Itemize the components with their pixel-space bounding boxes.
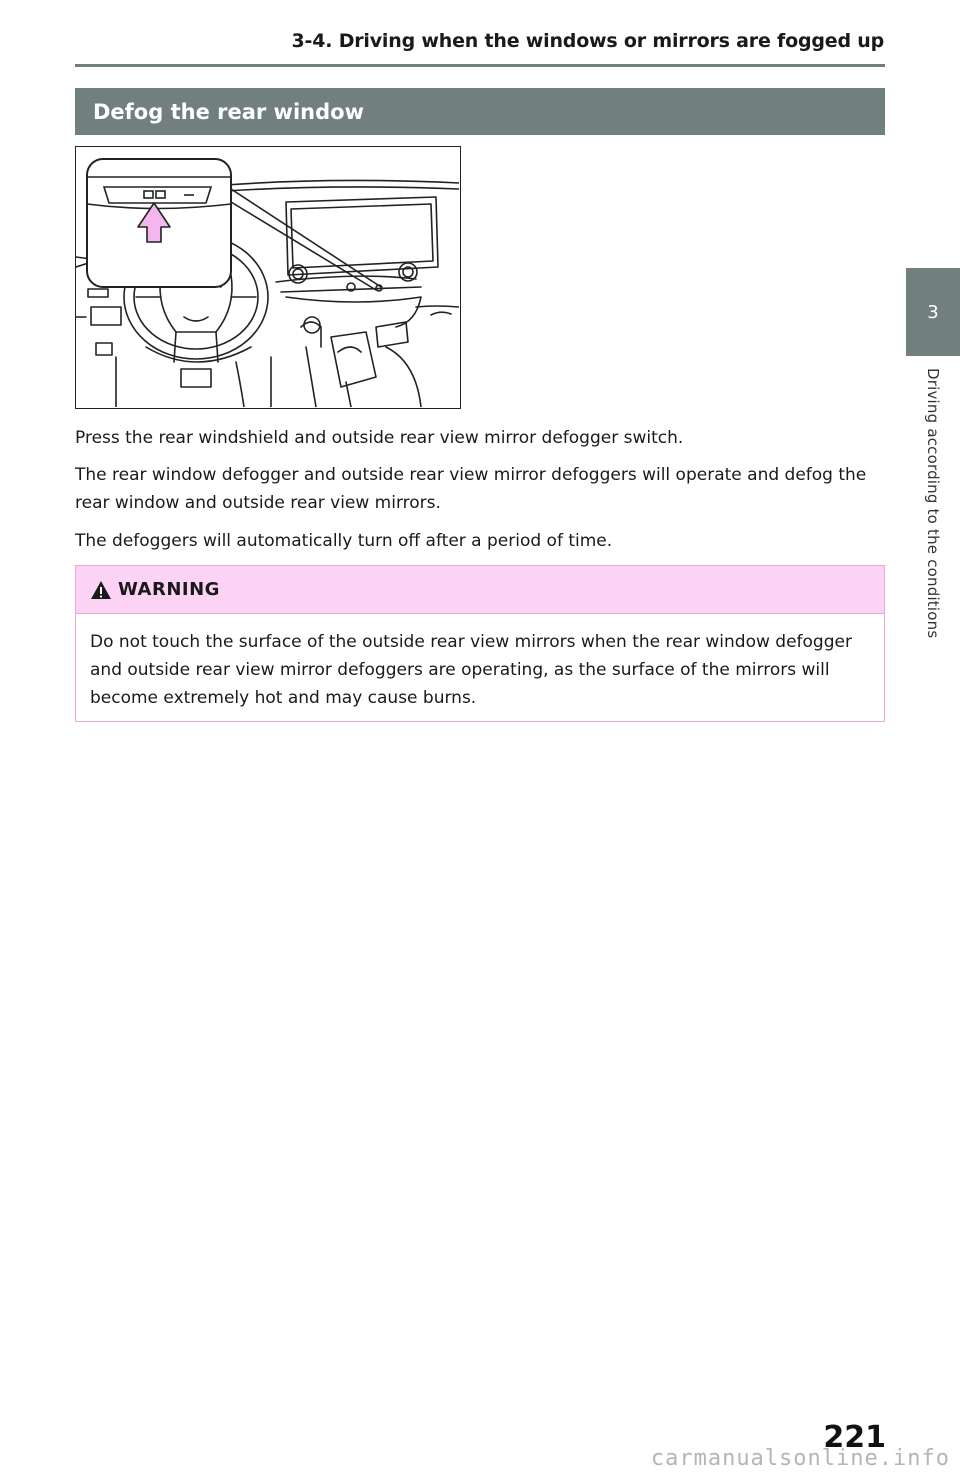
dashboard-drawing [76,147,459,407]
watermark: carmanualsonline.info [650,1446,950,1471]
body-paragraph-1: Press the rear windshield and outside rear view mirror defogger switch. [75,428,684,448]
body-paragraph-3: The defoggers will automatically turn off after a period of time. [75,531,613,551]
warning-box [75,565,885,722]
running-header: 3-4. Driving when the windows or mirrors are fogged up [291,30,884,52]
chapter-number: 3 [927,301,939,323]
section-title: Defog the rear window [93,99,364,124]
warning-label: WARNING [118,579,220,600]
warning-text: Do not touch the surface of the outside rear view mirrors when the rear window defogger and outside rear view mirror defoggers are operating, as the surface of the mirrors will become extremely hot and may cause burns. [90,632,852,708]
dashboard-illustration [75,146,461,409]
warning-header [76,566,884,614]
section-title-bar [75,88,885,135]
body-paragraph-2: The rear window defogger and outside rear view mirror defoggers will operate and defog the rear window and outside rear view mirrors. [75,465,867,513]
header-rule [75,64,885,67]
chapter-tab [906,268,960,356]
chapter-title: Driving according to the conditions [924,368,942,639]
warning-triangle-icon [90,580,112,600]
chapter-side-label [906,368,960,668]
page-number: 221 [823,1420,886,1455]
